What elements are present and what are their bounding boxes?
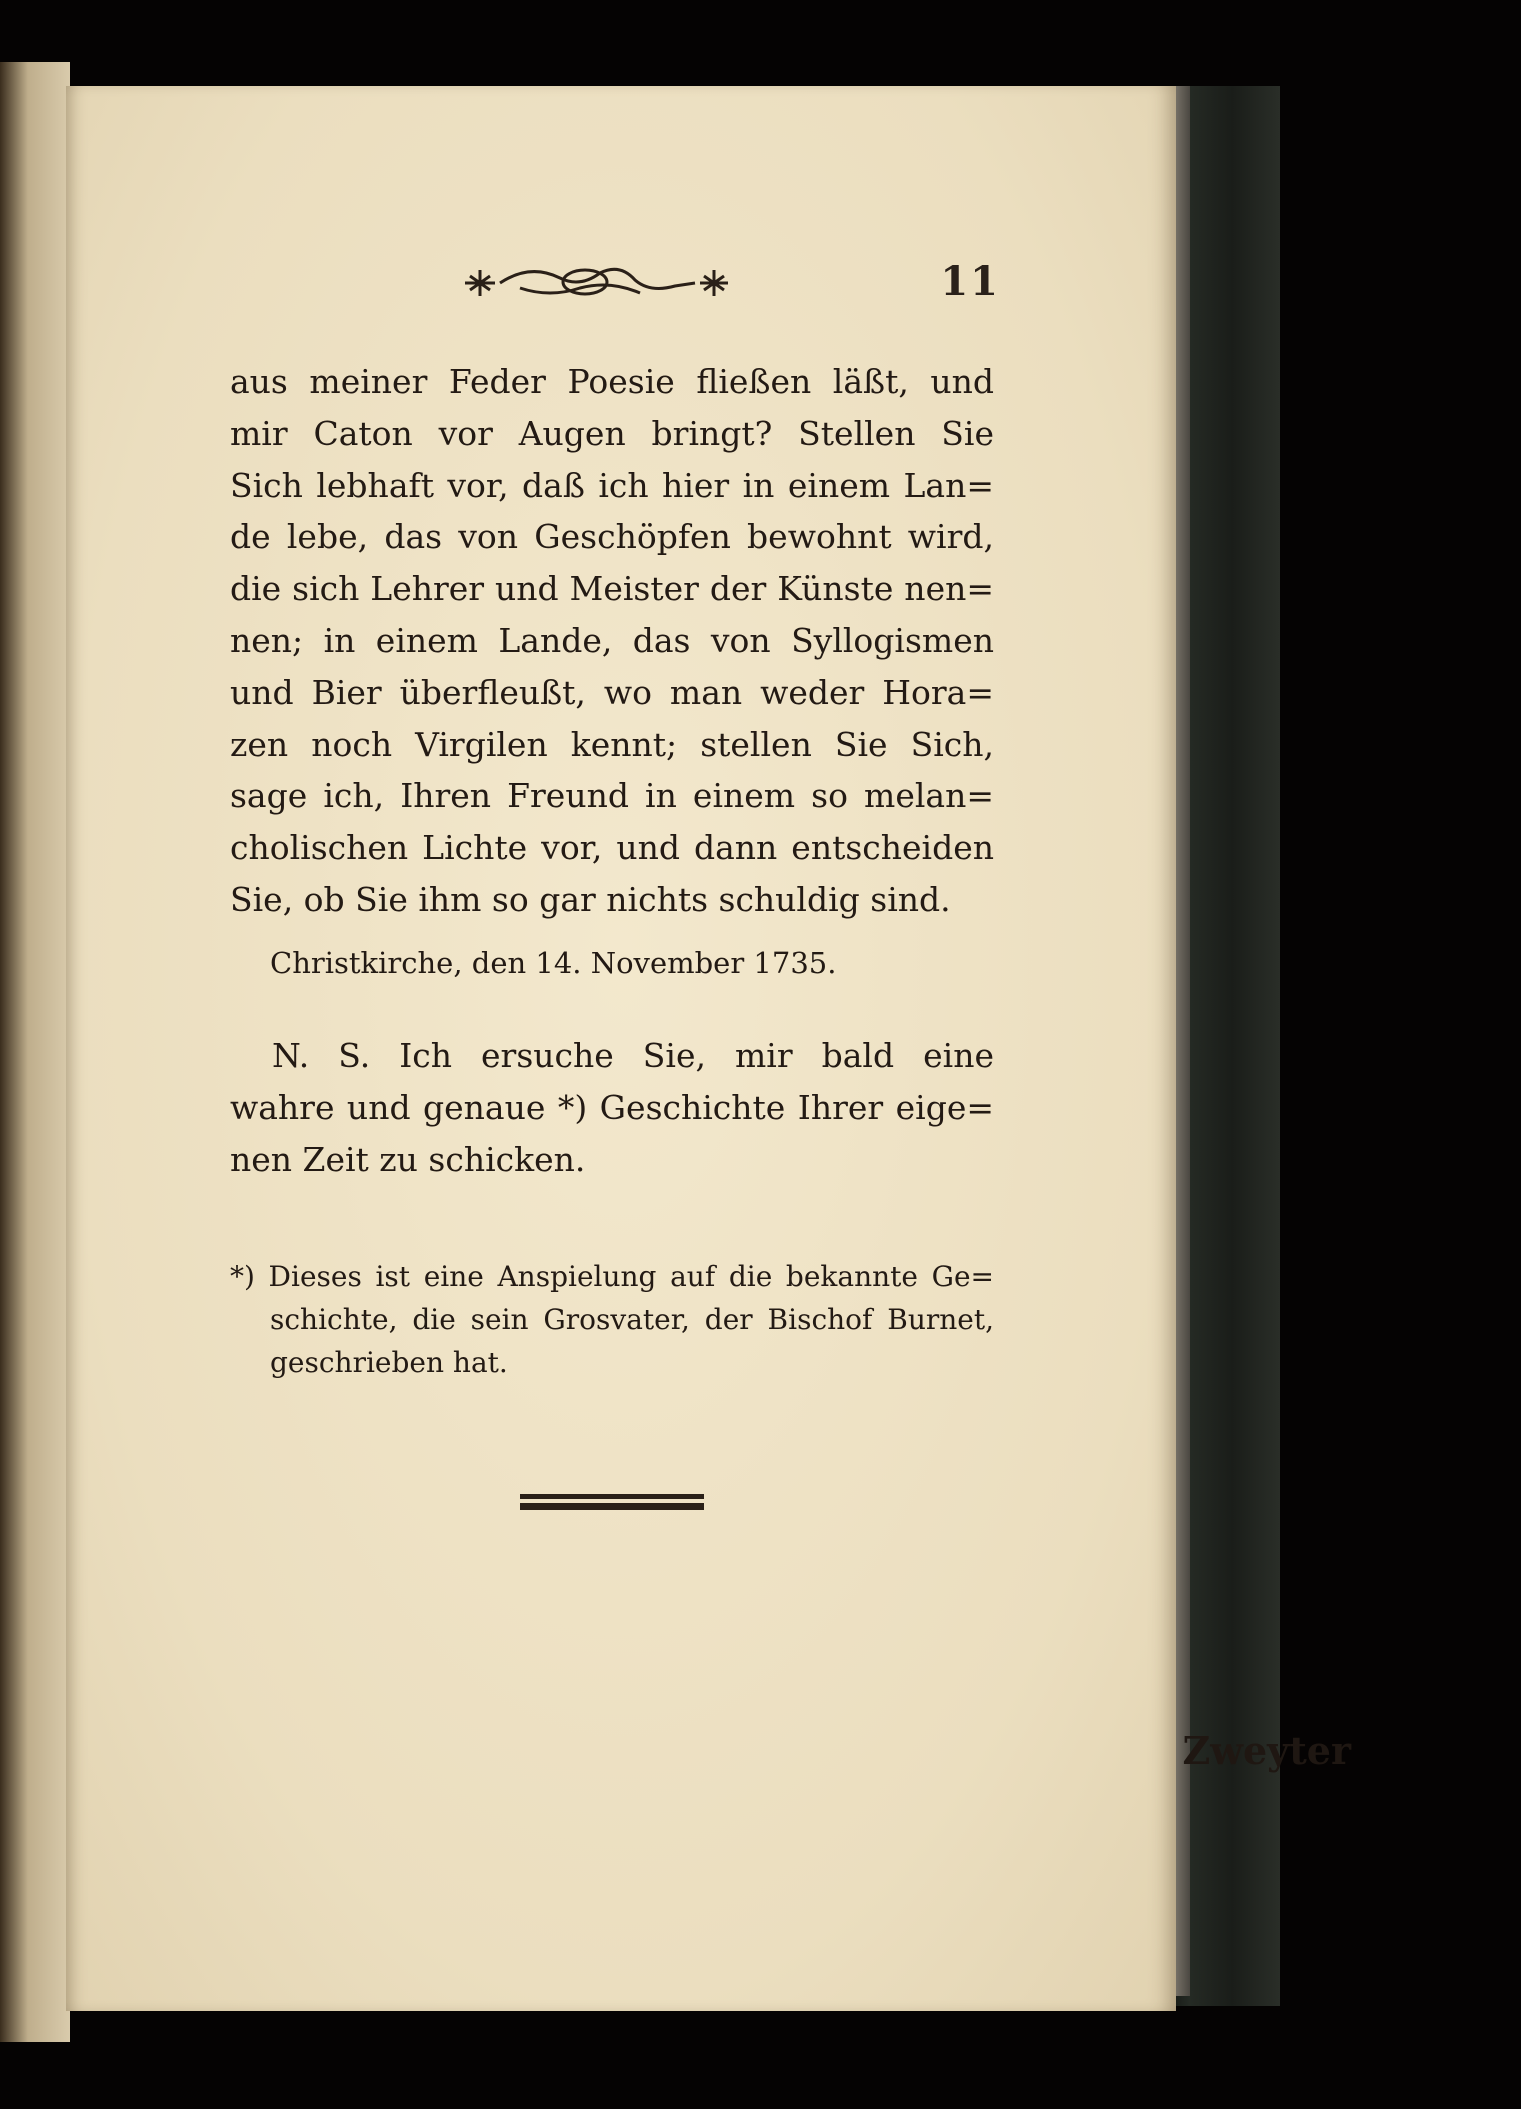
postscript-line: wahre und genaue *) Geschichte Ihrer eige= xyxy=(230,1087,994,1127)
body-text xyxy=(230,356,994,926)
text-line: zen noch Virgilen kennt; stellen Sie Sich, xyxy=(230,724,994,764)
text-line: sage ich, Ihren Freund in einem so melan= xyxy=(230,776,994,816)
page-header xyxy=(460,258,1000,308)
text-line: und Bier überfleußt, wo man weder Hora= xyxy=(230,672,994,712)
text-line: Sie, ob Sie ihm so gar nichts schuldig sind. xyxy=(230,879,951,919)
text-line: aus meiner Feder Poesie fließen läßt, und xyxy=(230,362,994,401)
text-line: die sich Lehrer und Meister der Künste nen= xyxy=(230,569,994,609)
postscript-line: N. S. Ich ersuche Sie, mir bald eine xyxy=(272,1036,994,1075)
postscript-line: nen Zeit zu schicken. xyxy=(230,1139,586,1179)
text-line: mir Caton vor Augen bringt? Stellen Sie xyxy=(230,413,994,453)
ornament-icon xyxy=(460,258,730,308)
rule-line-thin xyxy=(520,1494,704,1499)
page-number: 11 xyxy=(940,258,1000,305)
dateline: Christkirche, den 14. November 1735. xyxy=(270,946,837,980)
footnote-line: *) Dieses ist eine Anspielung auf die bekannte Ge= xyxy=(230,1260,994,1293)
text-line: nen; in einem Lande, das von Syllogismen xyxy=(230,620,994,660)
section-rule xyxy=(520,1494,704,1512)
text-line: de lebe, das von Geschöpfen bewohnt wird, xyxy=(230,517,994,557)
rule-line-thick xyxy=(520,1503,704,1510)
footnote-line: geschrieben hat. xyxy=(270,1346,508,1379)
postscript xyxy=(230,1030,994,1185)
text-line: cholischen Lichte vor, und dann entscheiden xyxy=(230,828,994,868)
catchword: Zweyter xyxy=(1182,1728,1351,1773)
footnote-line: schichte, die sein Grosvater, der Bischof Burnet, xyxy=(270,1303,994,1336)
text-line: Sich lebhaft vor, daß ich hier in einem Lan= xyxy=(230,465,994,505)
footnote xyxy=(230,1255,994,1384)
facing-page-edge xyxy=(0,62,70,2042)
